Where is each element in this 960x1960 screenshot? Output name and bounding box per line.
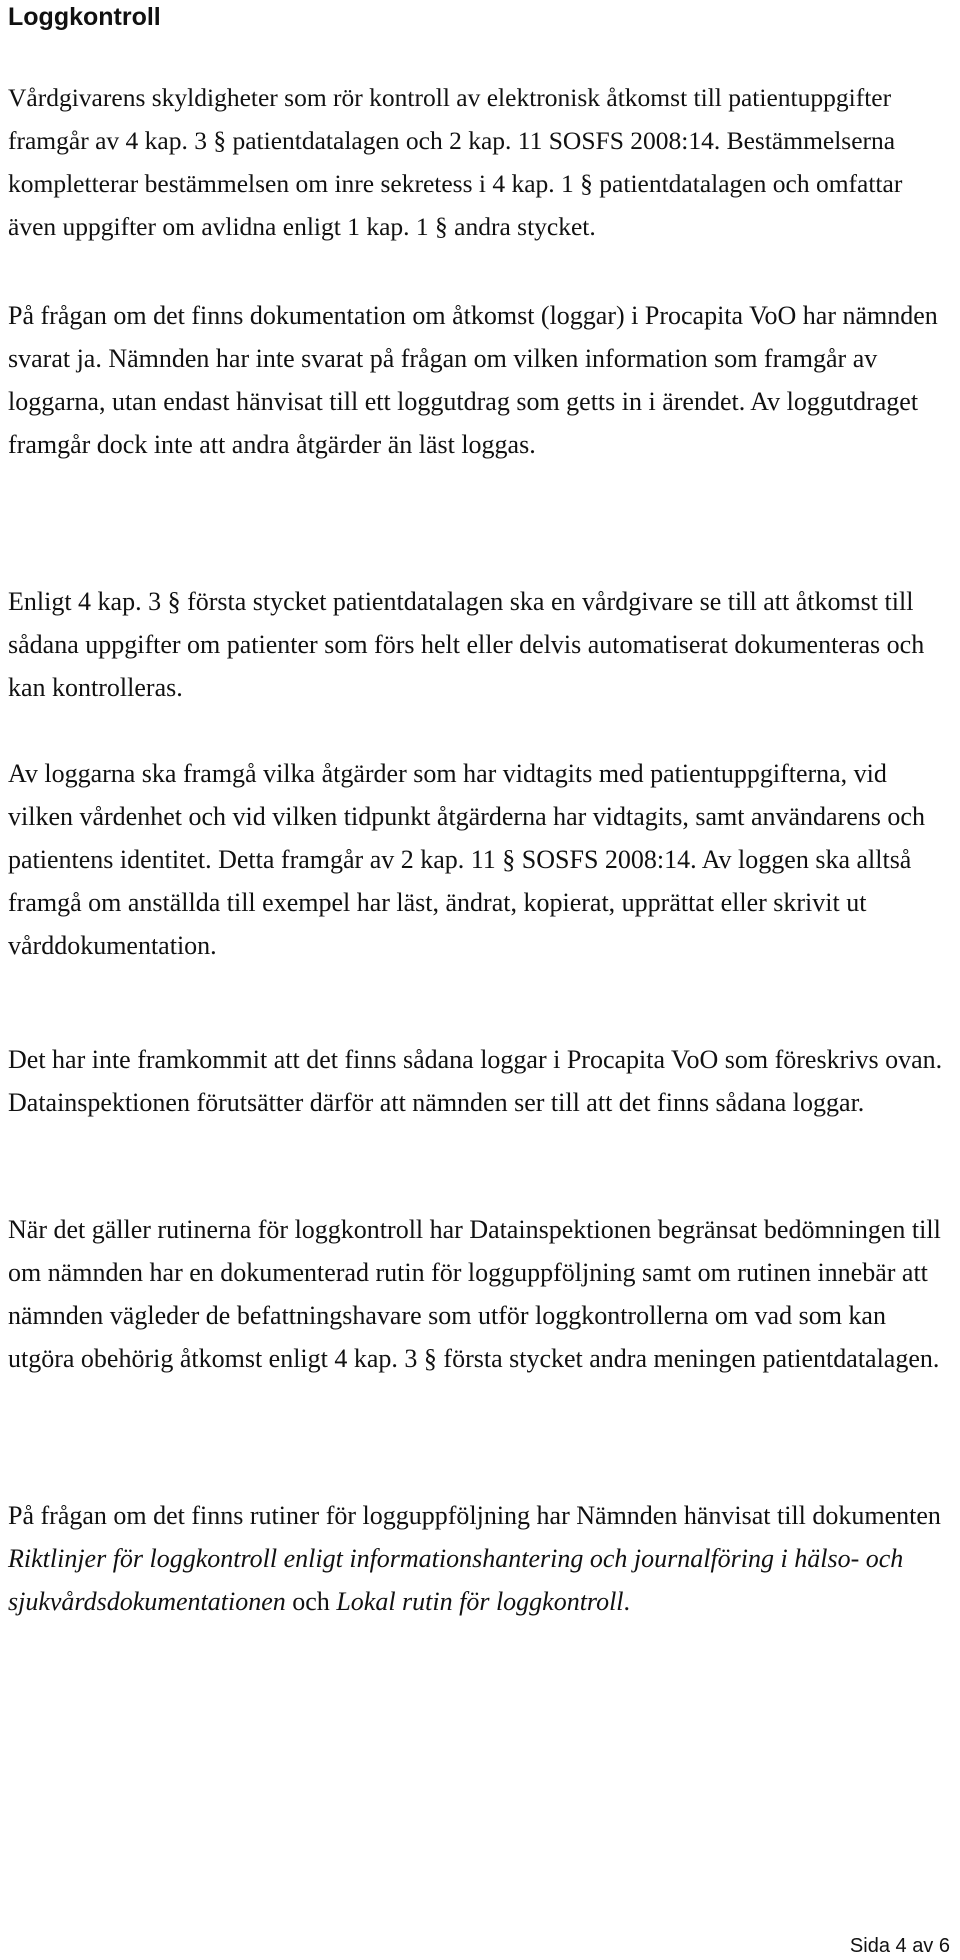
paragraph-text: . [623,1587,631,1616]
document-page [8,0,952,1616]
paragraph-legal-basis: Vårdgivarens skyldigheter som rör kontroll av elektronisk åtkomst till patientuppgifter framgår av 4 kap. 3 § patientdatalagen och 2 kap. 11 SOSFS 2008:14. Bestämmelserna kompletterar bestämmelsen om inre sekretess i 4 kap. 1 § patientdatalagen och omfattar även uppgifter om avlidna enligt 1 kap. 1 § andra stycket. [8,83,903,241]
paragraph-text: och [285,1587,337,1616]
document-title-guidelines: Riktlinjer för loggkontroll enligt informationshantering och journalföring i hälso- och sjukvårdsdokumentationen [8,1544,904,1616]
paragraph-assessment: Det har inte framkommit att det finns sådana loggar i Procapita VoO som föreskrivs ovan. Datainspektionen förutsätter därför att nämnden ser till att det finns sådana loggar. [8,1045,943,1117]
paragraph-log-contents: Av loggarna ska framgå vilka åtgärder som har vidtagits med patientuppgifterna, vid vilken vårdenhet och vid vilken tidpunkt åtgärderna har vidtagits, samt användarens och patientens identitet. Detta framgår av 2 kap. 11 § SOSFS 2008:14. Av loggen ska alltså framgå om anställda till exempel har läst, ändrat, kopierat, upprättat eller skrivit ut vårddokumentation. [8,759,925,960]
paragraph-first-section: Enligt 4 kap. 3 § första stycket patientdatalagen ska en vårdgivare se till att åtkomst till sådana uppgifter om patienter som förs helt eller delvis automatiserat dokumenteras och kan kontrolleras. [8,587,925,702]
section-heading: Loggkontroll [8,3,161,31]
document-title-local-routine: Lokal rutin för loggkontroll [336,1587,624,1616]
paragraph-log-documentation: På frågan om det finns dokumentation om åtkomst (loggar) i Procapita VoO har nämnden svarat ja. Nämnden har inte svarat på frågan om vilken information som framgår av loggarna, utan endast hänvisat till ett loggutdrag som getts in i ärendet. Av loggutdraget framgår dock inte att andra åtgärder än läst loggas. [8,301,938,459]
paragraph-routines: När det gäller rutinerna för loggkontroll har Datainspektionen begränsat bedömningen till om nämnden har en dokumenterad rutin för logguppföljning samt om rutinen innebär att nämnden vägleder de befattningshavare som utför loggkontrollerna om vad som kan utgöra obehörig åtkomst enligt 4 kap. 3 § första stycket andra meningen patientdatalagen. [8,1215,941,1373]
paragraph-referenced-documents [8,1494,952,1623]
paragraph-text: På frågan om det finns rutiner för logguppföljning har Nämnden hänvisat till dokumenten [8,1501,941,1530]
page-number: Sida 4 av 6 [849,1935,950,1957]
